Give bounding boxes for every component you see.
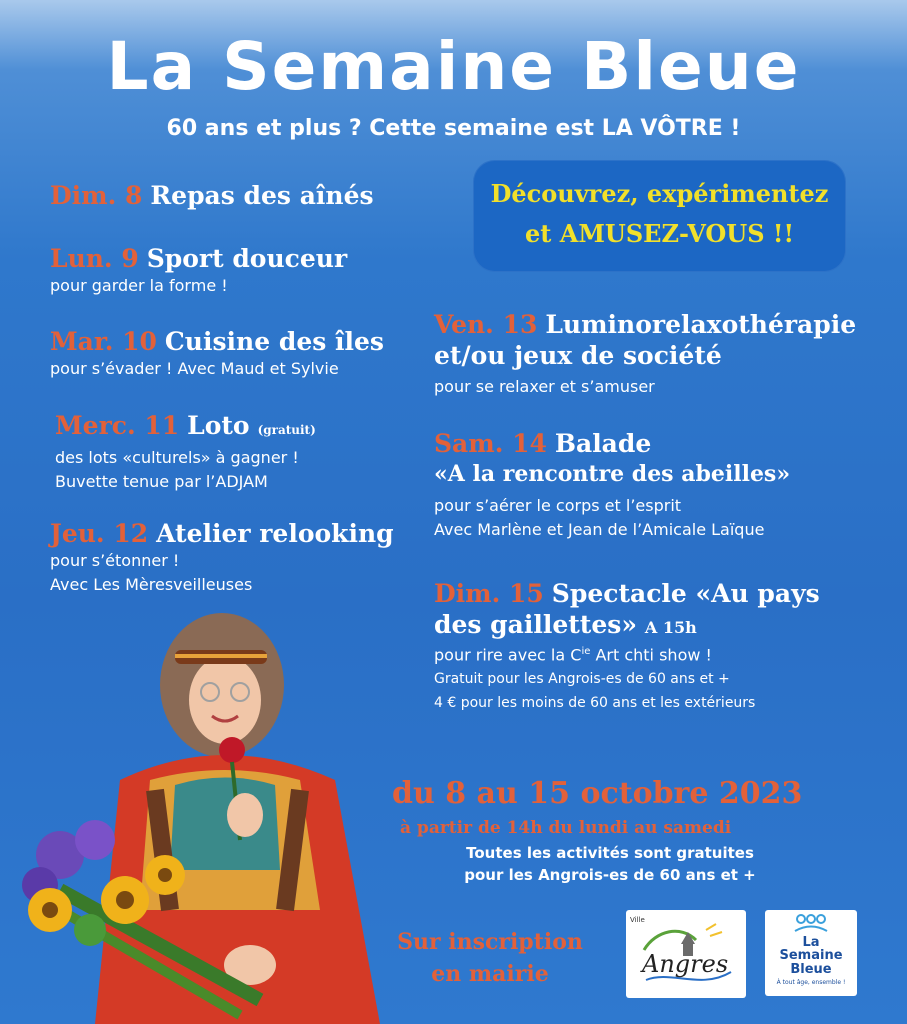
free-info xyxy=(440,842,780,886)
semaine-bleue-logo xyxy=(765,910,857,996)
registration xyxy=(395,926,585,990)
event-day: Merc. 11 xyxy=(55,411,180,440)
event-day: Dim. 8 xyxy=(50,181,143,210)
event-detail: 4 € pour les moins de 60 ans et les extérieurs xyxy=(434,695,756,712)
event-title-2: et/ou jeux de société xyxy=(434,341,722,370)
free-line-1: Toutes les activités sont gratuites xyxy=(466,844,754,862)
event-title-2: «A la rencontre des abeilles» xyxy=(434,461,791,487)
event-note: (gratuit) xyxy=(257,423,316,437)
event-day: Sam. 14 xyxy=(434,429,547,458)
event-title: Luminorelaxothérapie xyxy=(545,310,857,339)
event-detail: pour s’évader ! Avec Maud et Sylvie xyxy=(50,359,339,378)
event-lun-9 xyxy=(50,243,347,298)
event-detail: Avec Marlène et Jean de l’Amicale Laïque xyxy=(434,520,765,539)
event-title: Atelier relooking xyxy=(156,519,394,548)
event-title: Cuisine des îles xyxy=(164,327,384,356)
event-detail: pour rire avec la C xyxy=(434,645,582,665)
poster-subtitle: 60 ans et plus ? Cette semaine est LA VÔTRE ! xyxy=(166,116,741,141)
event-detail: Art chti show ! xyxy=(590,645,712,665)
hours-text: à partir de 14h du lundi au samedi xyxy=(400,818,732,838)
event-dim-15 xyxy=(434,578,820,715)
event-detail: Avec Les Mèresveilleuses xyxy=(50,575,253,594)
event-title: Loto xyxy=(187,411,250,440)
event-day: Mar. 10 xyxy=(50,327,157,356)
event-detail: pour s’étonner ! xyxy=(50,551,180,570)
callout-box xyxy=(473,160,846,272)
sb-logo-line-2: Semaine xyxy=(779,948,843,963)
callout-line-2: et AMUSEZ-VOUS !! xyxy=(525,219,794,248)
event-title: Spectacle «Au pays xyxy=(551,579,820,608)
people-icon xyxy=(791,914,831,932)
event-sam-14 xyxy=(434,428,790,542)
free-line-2: pour les Angrois-es de 60 ans et + xyxy=(464,866,756,884)
event-ven-13 xyxy=(434,309,856,399)
event-title-2: des gaillettes» xyxy=(434,610,637,639)
event-detail: Buvette tenue par l’ADJAM xyxy=(55,472,268,491)
event-detail: pour s’aérer le corps et l’esprit xyxy=(434,496,682,515)
sb-logo-tagline: À tout âge, ensemble ! xyxy=(776,979,846,986)
sb-logo-line-3: Bleue xyxy=(790,962,832,977)
event-title: Repas des aînés xyxy=(150,181,374,210)
angres-logo-text: Angres xyxy=(642,950,729,978)
event-day: Jeu. 12 xyxy=(50,519,149,548)
registration-line-1: Sur inscription xyxy=(397,929,583,955)
event-detail: Gratuit pour les Angrois-es de 60 ans et + xyxy=(434,671,730,688)
event-day: Ven. 13 xyxy=(434,310,538,339)
event-title: Balade xyxy=(554,429,652,458)
event-detail: pour se relaxer et s’amuser xyxy=(434,377,655,396)
event-merc-11 xyxy=(55,410,316,494)
event-time: A 15h xyxy=(644,618,697,637)
poster-title: La Semaine Bleue xyxy=(106,28,801,105)
registration-line-2: en mairie xyxy=(431,961,549,987)
date-range: du 8 au 15 octobre 2023 xyxy=(392,776,803,811)
event-jeu-12 xyxy=(50,518,394,597)
sb-logo-line-1: La xyxy=(802,935,820,950)
event-mar-10 xyxy=(50,326,384,381)
event-dim-8 xyxy=(50,180,374,211)
event-detail: des lots «culturels» à gagner ! xyxy=(55,448,299,467)
event-detail-sup: ie xyxy=(581,646,591,657)
angres-logo xyxy=(626,910,746,998)
angres-logo-ville: Ville xyxy=(630,916,645,924)
event-title: Sport douceur xyxy=(146,244,348,273)
event-detail: pour garder la forme ! xyxy=(50,276,228,295)
photo-woman-with-flowers xyxy=(0,610,400,1024)
event-day: Lun. 9 xyxy=(50,244,139,273)
event-day: Dim. 15 xyxy=(434,579,544,608)
callout-line-1: Découvrez, expérimentez xyxy=(490,179,829,208)
